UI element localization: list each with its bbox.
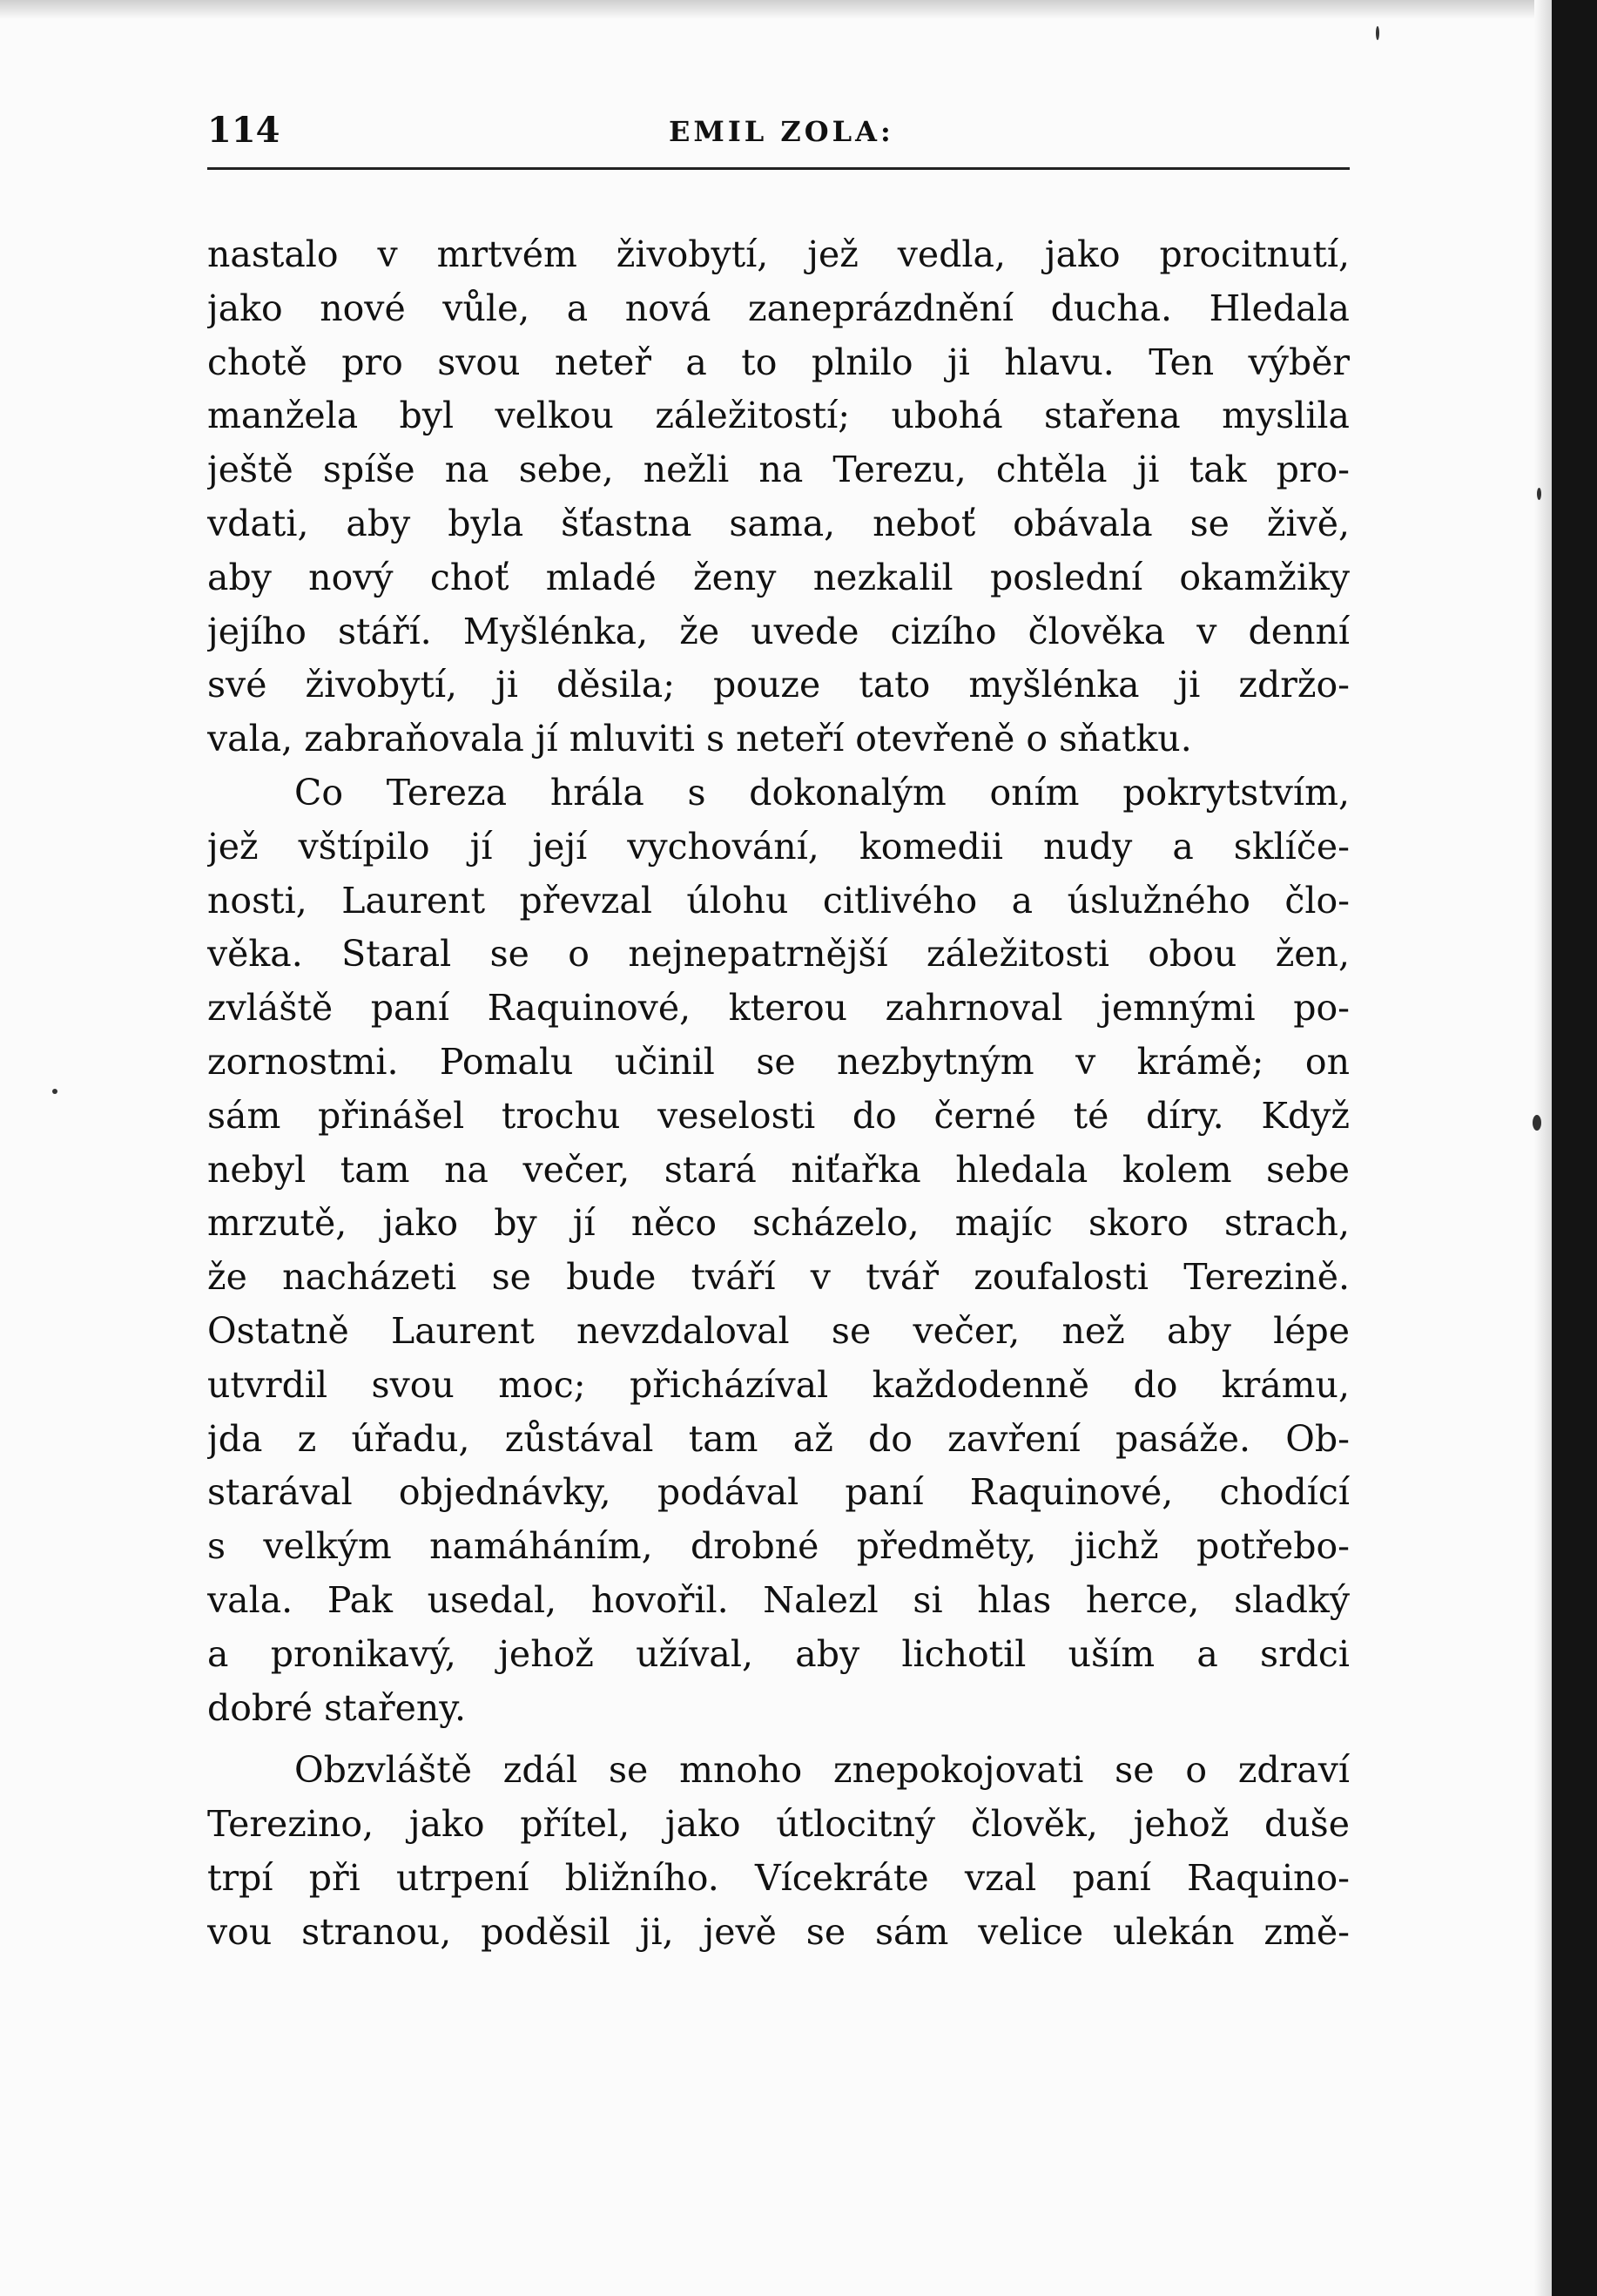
running-head xyxy=(207,103,1350,155)
text-line: jejího stáří. Myšlénka, že uvede cizího člověka v denní xyxy=(207,610,1350,652)
text-line: zvláště paní Raquinové, kterou zahrnoval jemnými po- xyxy=(207,987,1350,1030)
text-line: jda z úřadu, zůstával tam až do zavření pasáže. Ob- xyxy=(207,1417,1350,1460)
scan-speck xyxy=(1537,488,1541,500)
text-line: ještě spíše na sebe, nežli na Terezu, chtěla ji tak pro- xyxy=(207,449,1350,491)
text-line: mrzutě, jako by jí něco scházelo, majíc skoro strach, xyxy=(207,1202,1350,1245)
text-line: nebyl tam na večer, stará niťařka hledala kolem sebe xyxy=(207,1148,1350,1191)
text-line: Obzvláště zdál se mnoho znepokojovati se o zdraví xyxy=(294,1749,1350,1792)
text-line: Co Tereza hrála s dokonalým oním pokrytstvím, xyxy=(294,771,1350,814)
text-line: nastalo v mrtvém živobytí, jež vedla, jako procitnutí, xyxy=(207,233,1350,275)
text-line: utvrdil svou moc; přicházíval každodenně do krámu, xyxy=(207,1363,1350,1406)
text-line: starával objednávky, podával paní Raquinové, chodící xyxy=(207,1471,1350,1514)
header-rule xyxy=(207,167,1350,170)
scan-right-border xyxy=(1552,0,1597,2296)
scan-speck xyxy=(1533,1115,1541,1131)
scan-speck xyxy=(52,1089,57,1094)
text-line: vala. Pak usedal, hovořil. Nalezl si hlas herce, sladký xyxy=(207,1578,1350,1621)
text-line: Terezino, jako přítel, jako útlocitný člověk, jehož duše xyxy=(207,1803,1350,1846)
text-line: s velkým namáháním, drobné předměty, jichž potřebo- xyxy=(207,1525,1350,1568)
text-line: sám přinášel trochu veselosti do černé té díry. Když xyxy=(207,1094,1350,1137)
text-line: zornostmi. Pomalu učinil se nezbytným v krámě; on xyxy=(207,1040,1350,1083)
text-line: nosti, Laurent převzal úlohu citlivého a úslužného člo- xyxy=(207,879,1350,922)
text-line: trpí při utrpení bližního. Vícekráte vzal paní Raquino- xyxy=(207,1856,1350,1899)
text-line: dobré stařeny. xyxy=(207,1686,467,1729)
text-line: a pronikavý, jehož užíval, aby lichotil uším a srdci xyxy=(207,1632,1350,1675)
scan-top-shadow xyxy=(0,0,1597,19)
body-text xyxy=(207,228,1350,1960)
scan-edge-fade xyxy=(1534,0,1552,2296)
scan-speck xyxy=(1376,26,1379,40)
text-line: vala, zabraňovala jí mluviti s neteří otevřeně o sňatku. xyxy=(207,718,1192,760)
text-line: věka. Staral se o nejnepatrnější záležitosti obou žen, xyxy=(207,933,1350,976)
text-line: Ostatně Laurent nevzdaloval se večer, než aby lépe xyxy=(207,1309,1350,1352)
text-line: jež vštípilo jí její vychování, komedii nudy a sklíče- xyxy=(207,825,1350,868)
page-number: 114 xyxy=(207,110,280,151)
text-line: jako nové vůle, a nová zaneprázdnění ducha. Hledala xyxy=(207,287,1350,329)
text-line: chotě pro svou neteř a to plnilo ji hlavu. Ten výběr xyxy=(207,341,1350,383)
text-line: své živobytí, ji děsila; pouze tato myšlénka ji zdržo- xyxy=(207,664,1350,706)
text-line: aby nový choť mladé ženy nezkalil poslední okamžiky xyxy=(207,556,1350,598)
text-line: že nacházeti se bude tváří v tvář zoufalosti Terezině. xyxy=(207,1256,1350,1299)
text-line: vou stranou, poděsil ji, jevě se sám velice ulekán změ- xyxy=(207,1910,1350,1953)
header-title: EMIL ZOLA: xyxy=(669,115,894,148)
text-line: manžela byl velkou záležitostí; ubohá stařena myslila xyxy=(207,395,1350,437)
text-line: vdati, aby byla šťastna sama, neboť obávala se živě, xyxy=(207,502,1350,544)
